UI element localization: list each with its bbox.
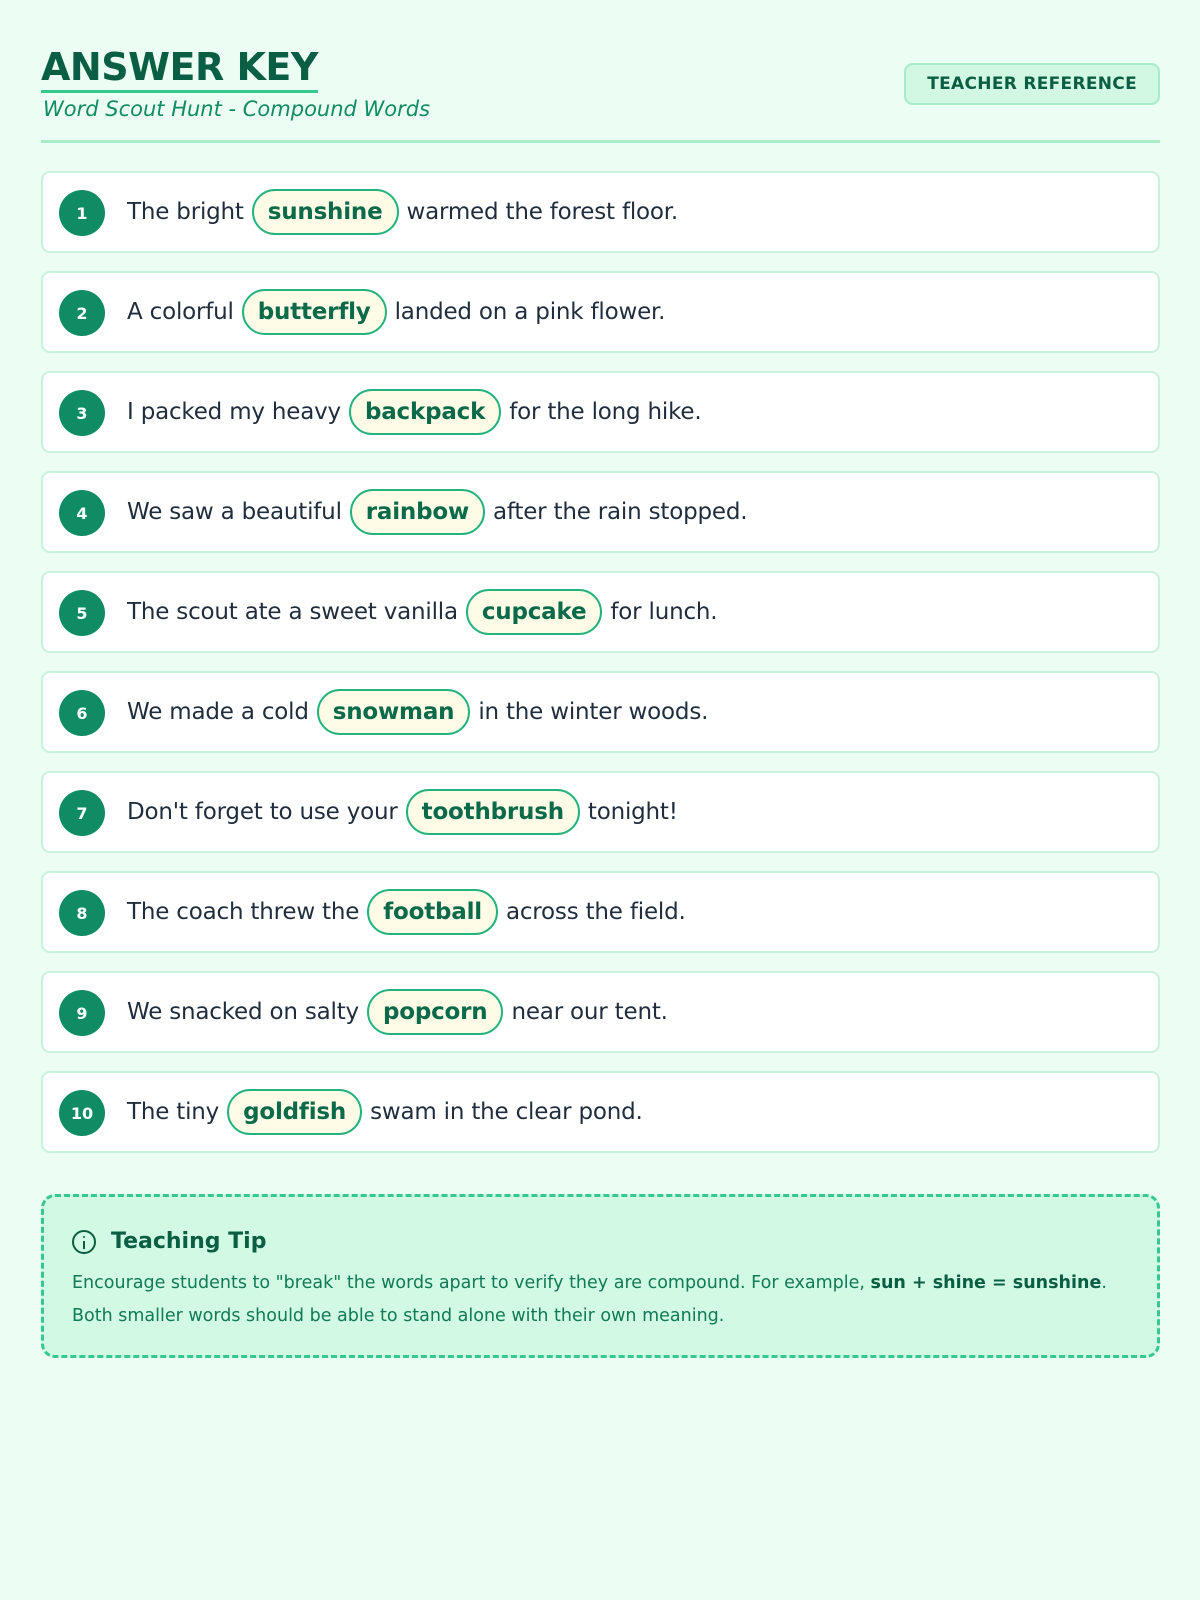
answer-word: butterfly [242,289,387,335]
sentence-after: for the long hike. [509,399,702,425]
page-subtitle: Word Scout Hunt - Compound Words [43,97,431,121]
question-number: 3 [59,390,105,436]
sentence-after: swam in the clear pond. [370,1099,643,1125]
answer-word: snowman [317,689,471,735]
answer-row [41,971,1160,1053]
sentence-before: The coach threw the [127,899,360,925]
teaching-tip-header [72,1229,266,1254]
sentence-before: We snacked on salty [127,999,359,1025]
answer-word: goldfish [227,1089,362,1135]
sentence-before: I packed my heavy [127,399,341,425]
sentence-before: The bright [127,199,244,225]
sentence [127,873,686,951]
answer-row [41,271,1160,353]
sentence-before: A colorful [127,299,234,325]
answer-key-page [41,0,1160,1326]
answer-row [41,571,1160,653]
page-header [41,0,1160,143]
sentence [127,1073,643,1151]
question-number: 4 [59,490,105,536]
sentence-after: for lunch. [610,599,718,625]
sentence-before: The tiny [127,1099,220,1125]
sentence-before: We saw a beautiful [127,499,342,525]
answer-word: football [367,889,498,935]
answer-row [41,371,1160,453]
question-number: 6 [59,690,105,736]
question-number: 5 [59,590,105,636]
sentence-after: near our tent. [511,999,668,1025]
answer-word: cupcake [466,589,603,635]
answer-word: sunshine [252,189,399,235]
question-number: 7 [59,790,105,836]
sentence-before: We made a cold [127,699,309,725]
sentence-after: across the field. [505,899,686,925]
answer-word: rainbow [350,489,485,535]
teaching-tip-title: Teaching Tip [111,1229,267,1254]
sentence [127,773,678,851]
question-number: 2 [59,290,105,336]
question-number: 10 [59,1090,105,1136]
answer-word: backpack [349,389,501,435]
answer-row [41,171,1160,253]
answer-row [41,871,1160,953]
sentence-after: tonight! [587,799,678,825]
tip-text-start: Encourage students to "break" the words apart to verify they are compound. For example, [72,1273,871,1293]
sentence-after: landed on a pink flower. [394,299,666,325]
sentence-before: The scout ate a sweet vanilla [127,599,458,625]
answer-row [41,671,1160,753]
question-number: 1 [59,190,105,236]
tip-example: sun + shine = sunshine [870,1273,1102,1293]
tip-text-end: . Both smaller words should be able to stand alone with their own meaning. [72,1273,1107,1326]
sentence [127,173,678,251]
teacher-reference-badge: TEACHER REFERENCE [904,63,1160,105]
sentence [127,373,701,451]
answer-row [41,1071,1160,1153]
answer-row [41,471,1160,553]
teaching-tip-box [41,1194,1160,1358]
page-title: ANSWER KEY [41,44,318,93]
sentence [127,673,708,751]
answer-row [41,771,1160,853]
answer-word: toothbrush [406,789,580,835]
sentence-after: warmed the forest floor. [406,199,679,225]
question-number: 8 [59,890,105,936]
sentence-after: in the winter woods. [478,699,709,725]
sentence [127,573,717,651]
sentence-before: Don't forget to use your [127,799,398,825]
sentence [127,273,665,351]
question-number: 9 [59,990,105,1036]
info-icon [72,1230,96,1254]
sentence [127,473,747,551]
sentence [127,973,668,1051]
answer-word: popcorn [367,989,503,1035]
teaching-tip-body [72,1267,1132,1333]
sentence-after: after the rain stopped. [493,499,748,525]
answer-list [41,171,1160,1171]
